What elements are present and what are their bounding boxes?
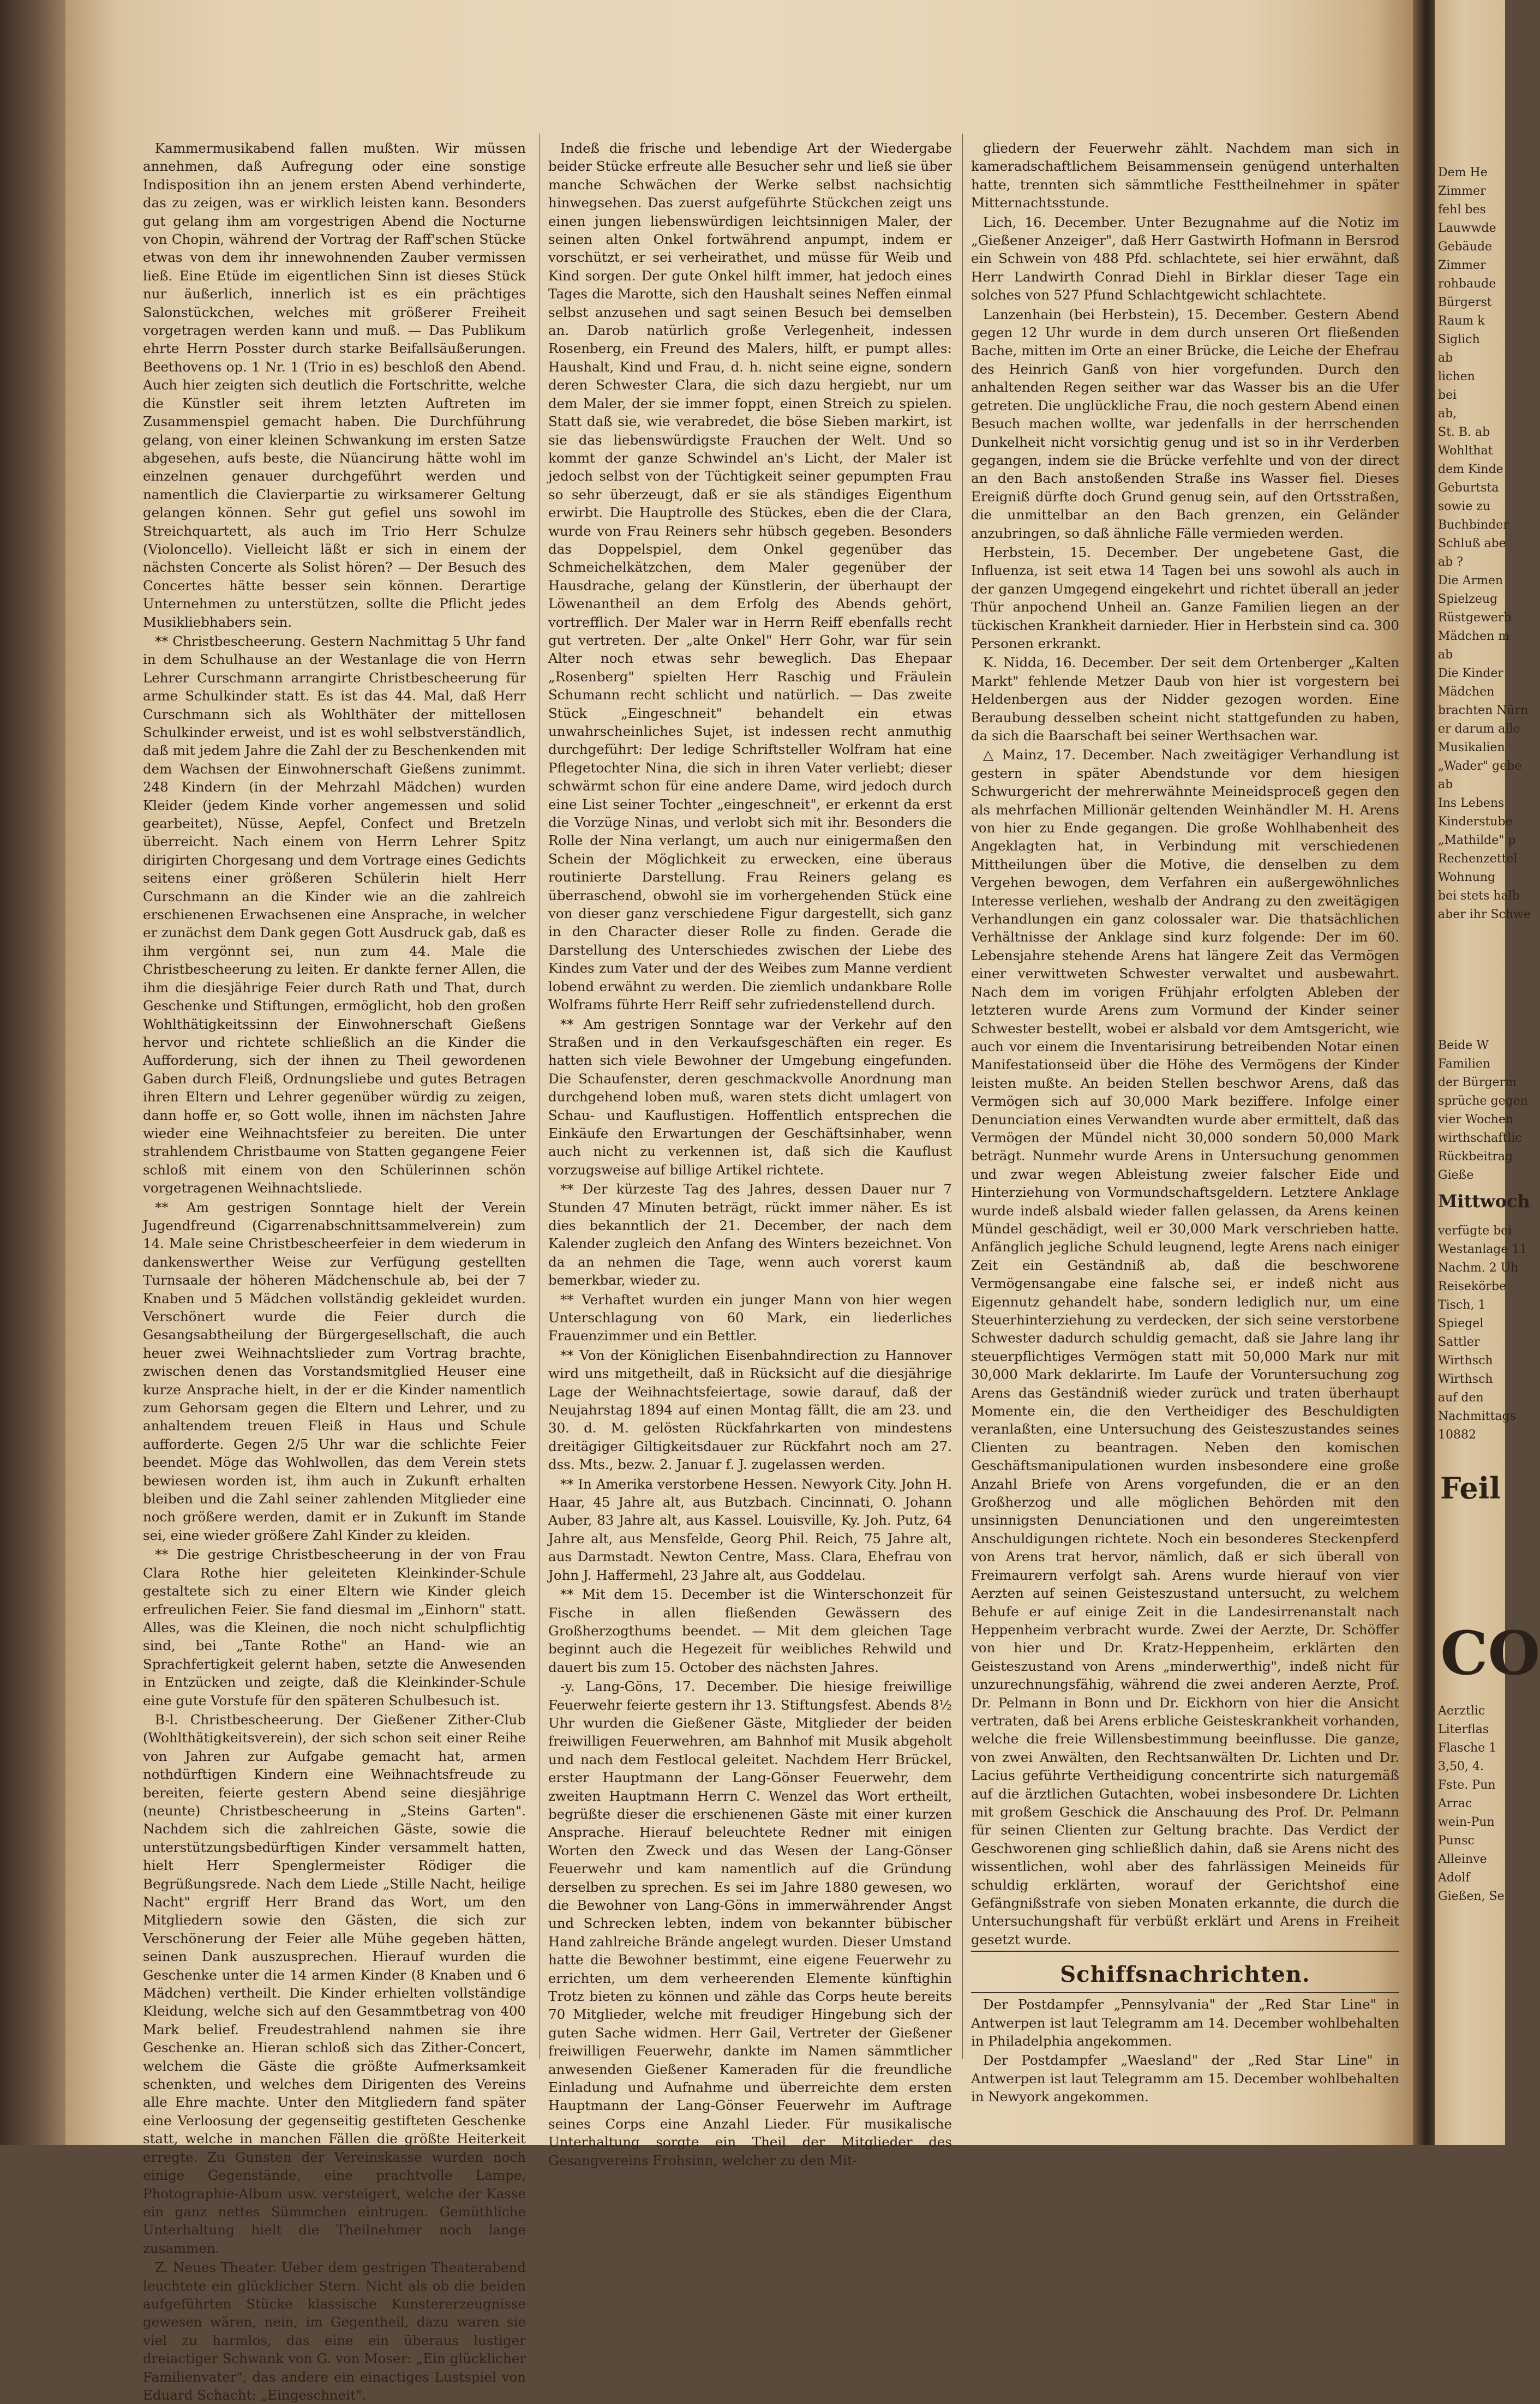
next-page-fragment: ab (1438, 351, 1453, 365)
next-page-fragment: Arrac (1438, 1797, 1472, 1811)
article-paragraph: Lanzenhain (bei Herbstein), 15. December. Gestern Abend gegen 12 Uhr wurde in dem durch unseren Ort fließenden Bache, mitten im Orte an einer Brücke, die Leiche der Ehefrau des Heinrich Ganß von hier vorgefunden. Durch den anhaltenden Regen seither war das Wasser bis an die Ufer getreten. Die unglückliche Frau, die noch gestern Abend einen Besuch machen wollte, war jedenfalls in der herrschenden Dunkelheit nicht vorsichtig genug und ist so in ihr Verderben gegangen, indem sie die Brücke verfehlte und von der direct an den Bach anstoßenden Straße ins Wasser fiel. Dieses Ereigniß dürfte doch Grund genug sein, auf den Ortsstraßen, die unmittelbar an den Bach grenzen, ein Geländer anzubringen, so daß ähnliche Fälle vermieden werden. (971, 306, 1399, 541)
next-page-fragment: Rückbeitrag (1438, 1150, 1513, 1164)
next-page-heading: Mittwoch (1438, 1191, 1530, 1212)
article-paragraph: B-l. Christbescheerung. Der Gießener Zither-Club (Wohlthätigkeitsverein), der sich schon seit einer Reihe von Jahren zur Aufgabe gemacht hat, armen nothdürftigen Kindern eine Weihnachtsfreude zu bereiten, feierte gestern Abend seine diesjährige (neunte) Christbescheerung in „Steins Garten". Nachdem sich die zahlreichen Gäste, sowie die unterstützungsbedürftigen Kinder versammelt hatten, hielt Herr Spenglermeister Rödiger die Begrüßungsrede. Nach dem Liede „Stille Nacht, heilige Nacht" ergriff Herr Brand das Wort, um den Mitgliedern sowie den Gästen, die sich zur Verschönerung der Feier alle Mühe gegeben hätten, seinen Dank auszusprechen. Hierauf wurden die Geschenke unter die 14 armen Kinder (8 Knaben und 6 Mädchen) vertheilt. Die Kinder erhielten vollständige Kleidung, welche sich auf den Gesammtbetrag von 400 Mark belief. Freudestrahlend nahmen sie ihre Geschenke an. Hieran schloß sich das Zither-Concert, welchem die Gäste die größte Aufmerksamkeit schenkten, und welches dem Dirigenten des Vereins alle Ehre machte. Unter den Mitgliedern fand später eine Verloosung der gegenseitig gestifteten Geschenke statt, welche in manchen Fällen die größte Heiterkeit erregte. Zu Gunsten der Vereinskasse wurden noch einige Gegenstände, eine prachtvolle Lampe, Photographie-Album usw. versteigert, welche der Kasse ein ganz nettes Sümmchen eintrugen. Gemüthliche Unterhaltung hielt die Theilnehmer noch lange zusammen. (143, 1711, 526, 2256)
article-paragraph: ** Christbescheerung. Gestern Nachmittag 5 Uhr fand in dem Schulhause an der Westanlage die von Herrn Lehrer Curschmann arrangirte Christbescheerung für arme Schulkinder statt. Es ist das 44. Mal, daß Herr Curschmann sich als Wohlthäter der mittellosen Schulkinder erweist, und ist es wohl selbstverständlich, daß mit jedem Jahre die Zahl der zu Beschenkenden mit dem Wachsen der Einwohnerschaft Gießens zunimmt. 248 Kindern (in der Mehrzahl Mädchen) wurden Kleider (jedem Kinde vorher angemessen und solid gearbeitet), Nüsse, Aepfel, Confect und Bretzeln überreicht. Nach einem von Herrn Lehrer Spitz dirigirten Chorgesang und dem Vortrage eines Gedichts seitens einer größeren Schülerin hielt Herr Curschmann an die Kinder wie an die zahlreich erschienenen Erwachsenen eine Ansprache, in welcher er zunächst dem Dank gegen Gott Ausdruck gab, daß es ihm vergönnt sei, nun zum 44. Male die Christbescheerung zu leiten. Er dankte ferner Allen, die ihm die diesjährige Feier durch Rath und That, durch Geschenke und Stiftungen, ermöglicht, hob den großen Wohlthätigkeitssinn der Einwohnerschaft Gießens hervor und richtete schließlich an die Kinder die Aufforderung, sich der ihnen zu Theil gewordenen Gaben durch Fleiß, Ordnungsliebe und gutes Betragen ihren Eltern und Lehrer gegenüber würdig zu zeigen, dann hoffe er, so Gott wolle, ihnen im nächsten Jahre wieder eine Weihnachtsfeier zu bereiten. Die unter strahlendem Christbaume von Statten gegangene Feier schloß mit einem von den Schülerinnen schön vorgetragenen Weihnachtsliede. (143, 633, 526, 1196)
next-page-fragment: der Bürgerm (1438, 1076, 1517, 1089)
next-page-fragment: Wohnung (1438, 871, 1496, 884)
article-paragraph: △ Mainz, 17. December. Nach zweitägiger Verhandlung ist gestern in später Abendstunde vor dem hiesigen Schwurgericht der mehrerwähnte Meineidsproceß gegen den als mehrfachen Millionär geltenden Weinhändler M. H. Arens von hier zu Ende gegangen. Die große Wohlhabenheit des Angeklagten hat, in Verbindung mit verschiedenen Mittheilungen über die Motive, die denselben zu dem Vergehen bewogen, dem Verfahren ein außergewöhnliches Interesse verliehen, weshalb der Andrang zu den zweitägigen Verhandlungen ein ganz colossaler war. Die thatsächlichen Verhältnisse der Anklage sind kurz folgende: Der im 60. Lebensjahre stehende Arens hat längere Zeit das Vermögen einer verwittweten Schwester verwaltet und ausbewahrt. Nach dem im vorigen Frühjahr erfolgten Ableben der letzteren wurde Arens zum Vormund der Kinder seiner Schwester bestellt, wobei er alsbald vor dem Amtsgericht, wie auch vor einem die Inventarisirung betreibenden Notar einen Manifestationseid über die Höhe des Vermögens der Kinder leisten mußte. An beiden Stellen beschwor Arens, daß das Vermögen sich auf 30,000 Mark beziffere. Infolge einer Denunciation eines Verwandten wurde aber ermittelt, daß das Vermögen der Mündel nicht 30,000 sondern 50,000 Mark beträgt. Nunmehr wurde Arens in Untersuchung genommen und zwar wegen Ableistung zweier falscher Eide und Hinterziehung von Vormundschaftsgeldern. Letztere Anklage wurde indeß alsbald wieder fallen gelassen, da Arens keinen Mündel geschädigt, weil er 30,000 Mark verschrieben hatte. Anfänglich jegliche Schuld leugnend, legte Arens nach einiger Zeit ein Geständniß ab, daß die beschworene Vermögensangabe eine falsche sei, er indeß nicht aus Eigennutz gehandelt habe, sondern lediglich nur, um eine Steuerhinterziehung zu verdecken, der sich seine verstorbene Schwester dadurch schuldig gemacht, daß sie Jahre lang ihr steuerpflichtiges Vermögen statt mit 50,000 Mark nur mit 30,000 Mark deklarirte. Im Laufe der Voruntersuchung zog Arens das Geständniß wieder zurück und traten überhaupt Momente ein, die den Vertheidiger des Beschuldigten veranlaßten, eine Untersuchung des Geisteszustandes seines Clienten zu beantragen. Neben den komischen Geschäftsmanipulationen wurden insbesondere eine große Anzahl Briefe von Arens vorgefunden, die er an den Großherzog und alle möglichen Behörden mit den unsinnigsten Denunciationen und den ungereimtesten Anschuldigungen richtete. Noch ein besonderes Steckenpferd von Arens trat hervor, nämlich, daß er sich überall von Freimaurern verfolgt sah. Arens wurde hierauf von vier Aerzten auf seinen Geisteszustand untersucht, zu welchem Behufe er auf einige Zeit in die Landesirrenanstalt nach Heppenheim verbracht wurde. Zwei der Aerzte, Dr. Schöffer von hier und Dr. Kratz-Heppenheim, erklärten den Geisteszustand von Arens „minderwerthig", indeß nicht für unzurechnungsfähig, während die zwei anderen Aerzte, Prof. Dr. Pelmann in Bonn und Dr. Eickhorn von hier die Ansicht vertraten, daß bei Arens erbliche Geisteskrankheit vorhanden, welche die freie Willensbestimmung beeinflusse. Die ganze, von zwei Anwälten, den Rechtsanwälten Dr. Lichten und Dr. Lacius geführte Vertheidigung concentrirte sich naturgemäß auf die ärztlichen Gutachten, wobei insbesondere Dr. Lichten mit großem Geschick die Anschauung des Prof. Dr. Pelmann für seinen Clienten zur Geltung brachte. Das Verdict der Geschworenen ging schließlich dahin, daß sie Arens nicht des wissentlichen, wohl aber des fahrlässigen Meineids für schuldig erklärten, worauf der Gerichtshof eine Gefängnißstrafe von sieben Monaten erkannte, die durch die Untersuchungshaft für verbüßt erklärt und Arens in Freiheit gesetzt wurde. (971, 747, 1399, 1947)
next-page-fragment: St. B. ab (1438, 425, 1490, 439)
next-page-fragment: brachten Nürn (1438, 704, 1529, 717)
next-page-fragment: Adolf (1438, 1871, 1470, 1885)
next-page-fragment: Zimmer (1438, 184, 1486, 198)
next-page-fragment: Gieße (1438, 1168, 1474, 1182)
next-page-big-word: Feil (1440, 1471, 1501, 1506)
next-page-fragment: Rüstgewerb (1438, 611, 1512, 625)
next-page-fragment: Flasche 1 (1438, 1741, 1497, 1755)
next-page-fragment-list (1435, 1702, 1505, 1906)
next-page-fragment: fehl bes (1438, 203, 1486, 217)
next-page-fragment: Rechenzettel (1438, 852, 1518, 866)
next-page-fragment: ab, (1438, 407, 1457, 421)
next-page-fragment: ab (1438, 778, 1453, 792)
next-page-fragment: Geburtsta (1438, 481, 1499, 495)
next-page-fragment: vier Wochen (1438, 1113, 1514, 1126)
next-page-fragment: Beide W (1438, 1039, 1489, 1052)
next-page-fragment: rohbaude (1438, 277, 1496, 291)
next-page-fragment: wein-Pun (1438, 1815, 1495, 1829)
next-page-fragment: ab (1438, 648, 1453, 662)
next-page-fragment: Mädchen m (1438, 630, 1510, 643)
scan-left-shadow (0, 0, 71, 2145)
article-paragraph: K. Nidda, 16. December. Der seit dem Ortenberger „Kalten Markt" fehlende Metzer Daub von hier ist vorgestern bei Heldenbergen aus der Nidder gezogen worden. Eine Beraubung desselben scheint nicht stattgefunden zu haben, da sich die Baarschaft bei seiner Werthsachen war. (971, 655, 1399, 744)
next-page-fragment-list (1435, 164, 1531, 924)
next-page-fragment-list (1435, 1222, 1527, 1444)
article-paragraph: Lich, 16. December. Unter Bezugnahme auf die Notiz im „Gießener Anzeiger", daß Herr Gastwirth Hofmann in Bersrod ein Schwein von 488 Pfd. schlachtete, sei hier erwähnt, daß Herr Landwirth Conrad Diehl in Birklar dieser Tage ein solches von 527 Pfund Schlachtgewicht schlachtete. (971, 214, 1399, 303)
next-page-fragment: Dem He (1438, 166, 1488, 179)
next-page-fragment: Wirthsch (1438, 1372, 1493, 1386)
article-paragraph: ** Am gestrigen Sonntage hielt der Verein Jugendfreund (Cigarrenabschnittsammelverein) zum 14. Male seine Christbescheerfeier in dem wiederum in dankenswerther Weise zur Verfügung gestellten Turnsaale der höheren Mädchenschule ab, bei der 7 Knaben und 5 Mädchen vollständig gekleidet wurden. Verschönert wurde die Feier durch die Gesangsabtheilung der Bürgergesellschaft, die auch heuer zwei Weihnachtslieder zum Vortrag brachte, zwischen denen das Vorstandsmitglied Heuser eine kurze Ansprache hielt, in der er die Kinder namentlich zum Gehorsam gegen die Eltern und Lehrer, und zu anhaltendem treuen Fleiß in Haus und Schule aufforderte. Gegen 2/5 Uhr war die schlichte Feier beendet. Möge das Wohlwollen, das dem Verein stets bewiesen worden ist, ihm auch in Zukunft erhalten bleiben und die Zahl seiner zahlenden Mitglieder eine noch größere werden, damit er in Zukunft im Stande sei, eine wieder größere Zahl Kinder zu kleiden. (143, 1199, 526, 1543)
article-paragraph: Indeß die frische und lebendige Art der Wiedergabe beider Stücke erfreute alle Besucher sehr und ließ sie über manche Schwächen der Werke selbst nachsichtig hinwegsehen. Das zuerst aufgeführte Stückchen zeigt uns einen jungen liebenswürdigen leichtsinnigen Maler, der seinen alten Onkel fortwährend anpumpt, indem er vorschützt, er sei verheirathet, und müsse für Weib und Kind sorgen. Der gute Onkel hilft immer, hat jedoch eines Tages die Marotte, sich den Haushalt seines Neffen einmal selbst anzusehen und sagt seinen Besuch bei demselben an. Darob natürlich große Verlegenheit, indessen Rosenberg, ein Freund des Malers, hilft, er pumpt alles: Haushalt, Kind und Frau, d. h. nicht seine eigne, sondern deren Schwester Clara, die sich dazu hergiebt, nur um dem Maler, der sie immer foppt, einen Streich zu spielen. Statt daß sie, wie verabredet, die böse Sieben markirt, ist sie das liebenswürdigste Frauchen der Welt. Und so kommt der ganze Schwindel an's Licht, der Maler ist jedoch selbst von der Tüchtigkeit seiner gepumpten Frau so sehr überzeugt, daß er sie als ständiges Eigenthum erwirbt. Die Hauptrolle des Stückes, eben die der Clara, wurde von Frau Reiners sehr hübsch gegeben. Besonders das Doppelspiel, dem Onkel gegenüber das Schmeichelkätzchen, dem Maler gegenüber der Hausdrache, gelang der Künstlerin, der überhaupt der Löwenantheil an dem Erfolg des Abends gehört, vortrefflich. Der Maler war in Herrn Reiff ebenfalls recht gut vertreten. Der „alte Onkel" Herr Gohr, war für sein Alter noch etwas sehr beweglich. Das Ehepaar „Rosenberg" spielten Herr Raschig und Fräulein Schumann recht schlicht und natürlich. — Das zweite Stück „Eingeschneit" behandelt ein etwas unwahrscheinliches Sujet, ist indessen recht anmuthig durchgeführt: Der ledige Schriftsteller Wolfram hat eine Pflegetochter Nina, die sich in ihren Vater verliebt; dieser schwärmt schon für eine andere Dame, wird jedoch durch eine List seiner Tochter „eingeschneit", er erkennt da erst die Vorzüge Ninas, und verlobt sich mit ihr. Besonders die Rolle der Nina verlangt, um auch nur einigermaßen den Schein der Möglichkeit zu erwecken, eine überaus routinierte Darstellung. Frau Reiners gelang es überraschend, obwohl sie im vorhergehenden Stück eine von dieser ganz verschiedene Figur dargestellt, sich ganz in den Character dieser Rolle zu finden. Gerade die Darstellung des Unterschiedes zwischen der Liebe des Kindes zum Vater und der des Weibes zum Manne verdient lobend erwähnt zu werden. Die ziemlich undankbare Rolle Wolframs führte Herr Reiff sehr zufriedenstellend durch. (548, 140, 952, 1013)
next-page-fragment: sowie zu (1438, 500, 1491, 513)
next-page-fragment: Sattler (1438, 1335, 1480, 1349)
next-page-fragment: wirthschaftlic (1438, 1131, 1522, 1145)
next-page-fragment: Spielzeug (1438, 592, 1498, 606)
next-page-fragment: Aerztlic (1438, 1704, 1485, 1718)
next-page-fragment: Buchbinder (1438, 518, 1509, 532)
article-paragraph: Z. Neues Theater. Ueber dem gestrigen Theaterabend leuchtete ein glücklicher Stern. Nicht als ob die beiden aufgeführten Stücke klassische Kunstererzeugnisse gewesen wären, nein, im Gegentheil, dazu waren sie viel zu harmlos, das eine ein überaus lustiger dreiactiger Schwank von G. von Moser: „Ein glücklicher Familienvater", das andere ein einactiges Lustspiel von Eduard Schacht: „Eingeschneit". (143, 2259, 526, 2403)
next-page-fragment: Mädchen (1438, 685, 1495, 699)
next-page-big-text (1435, 1462, 1505, 1514)
column-1 (143, 139, 526, 2404)
next-page-fragment: aber ihr Schwe (1438, 908, 1531, 921)
next-page-fragment: Westanlage 11 (1438, 1243, 1527, 1256)
shipping-notice: Der Postdampfer „Pennsylvania" der „Red Star Line" in Antwerpen ist laut Telegramm am 14. December wohlbehalten in Philadelphia angekommen. (971, 1997, 1399, 2049)
article-paragraph: ** Die gestrige Christbescheerung in der von Frau Clara Rothe hier geleiteten Kleinkinder-Schule gestaltete sich zu einer Eltern wie Kinder gleich erfreulichen Feier. Sie fand diesmal im „Einhorn" statt. Alles, was die Kleinen, die noch nicht schulpflichtig sind, bei „Tante Rothe" an Hand- wie an Sprachfertigkeit gelernt haben, setzte die Anwesenden in Entzücken und zeigte, daß die Kleinkinder-Schule eine gute Vorstufe für den späteren Schulbesuch ist. (143, 1546, 526, 1708)
next-page-fragment: Alleinve (1438, 1853, 1487, 1866)
article-paragraph: Herbstein, 15. December. Der ungebetene Gast, die Influenza, ist seit etwa 14 Tagen bei uns sowohl als auch in der ganzen Umgegend eingekehrt und richtet überall an jeder Thür anpochend Unheil an. Ganze Familien liegen an der tückischen Krankheit darnieder. Hier in Herbstein sind ca. 300 Personen erkrankt. (971, 544, 1399, 651)
next-page-fragment: Musikalien (1438, 741, 1505, 754)
next-page-fragment: Zimmer (1438, 259, 1486, 272)
next-page-fragment: Reisekörbe (1438, 1280, 1507, 1293)
section-heading: Schiffsnachrichten. (1060, 1962, 1310, 1988)
next-page-fragment: Wohlthat (1438, 444, 1493, 458)
next-page-fragment: Ins Lebens (1438, 796, 1505, 810)
article-paragraph: ** Verhaftet wurden ein junger Mann von hier wegen Unterschlagung von 60 Mark, ein liederliches Frauenzimmer und ein Bettler. (548, 1291, 952, 1344)
next-page-fragment: auf den (1438, 1391, 1484, 1405)
article-paragraph: Kammermusikabend fallen mußten. Wir müssen annehmen, daß Aufregung oder eine sonstige Indisposition ihn an jenem ersten Abend verhinderte, das zu zeigen, was er wirklich leisten kann. Besonders gut gelang ihm am vorgestrigen Abend die Nocturne von Chopin, während der Vortrag der Raff'schen Stücke etwas von dem ihr innewohnenden Zauber vermissen ließ. Eine Etüde im eigentlichen Sinn ist dieses Stück nur äußerlich, innerlich ist es ein prächtiges Salonstückchen, welches mit größerer Freiheit vorgetragen werden kann und muß. — Das Publikum ehrte Herrn Posster durch starke Beifallsäußerungen. Beethovens op. 1 Nr. 1 (Trio in es) beschloß den Abend. Auch hier zeigten sich deutlich die Fortschritte, welche die Künstler seit ihrem letzten Auftreten im Zusammenspiel gemacht haben. Die Durchführung gelang, von einer kleinen Schwankung im ersten Satze abgesehen, aufs beste, die Nüancirung hätte wohl im einzelnen genauer durchgeführt werden und namentlich die Clavierpartie zu wirksamerer Geltung gelangen können. Sehr gut gefiel uns sowohl im Streichquartett, als auch im Trio Herr Schulze (Violoncello). Vielleicht läßt er sich in einem der nächsten Concerte als Solist hören? — Der Besuch des Concertes hätte besser sein können. Derartige Unternehmen zu unterstützen, sollte die Pflicht jedes Musikliebhabers sein. (143, 140, 526, 630)
next-page-fragment: Familien (1438, 1057, 1491, 1071)
next-page-fragment: „Mathilde" p (1438, 834, 1516, 847)
next-page-fragment: ab ? (1438, 555, 1463, 569)
next-page-fragment: Gießen, Se (1438, 1890, 1505, 1903)
article-paragraph: ** Von der Königlichen Eisenbahndirection zu Hannover wird uns mitgetheilt, daß in Rücksicht auf die diesjährige Lage der Weihnachtsfeiertage, sowie darauf, daß der Neujahrstag 1894 auf einen Montag fällt, die am 23. und 30. d. M. gelösten Rückfahrkarten von mindestens dreitägiger Giltigkeitsdauer zur Rückfahrt noch am 27. dss. Mts., bezw. 2. Januar f. J. zugelassen werden. (548, 1347, 952, 1473)
article-paragraph: ** Am gestrigen Sonntage war der Verkehr auf den Straßen und in den Verkaufsgeschäften ein reger. Es hatten sich viele Bewohner der Umgebung eingefunden. Die Schaufenster, deren geschmackvolle Anordnung man durchgehend loben muß, waren stets dicht umlagert von Schau- und Kauflustigen. Hoffentlich entsprechen die Einkäufe den Erwartungen der Geschäftsinhaber, wenn auch nicht zu verkennen ist, daß sich die Kauflust vorzugsweise auf billige Artikel richtete. (548, 1016, 952, 1178)
next-page-fragment: er darum alle (1438, 722, 1520, 736)
next-page-fragment: Literflas (1438, 1723, 1489, 1736)
next-page-fragment: „Wader" gebe (1438, 759, 1522, 773)
next-page-fragment-list (1435, 1036, 1528, 1185)
next-page-fragment: bei stets halb (1438, 889, 1520, 903)
article-paragraph: ** In Amerika verstorbene Hessen. Newyork City. John H. Haar, 45 Jahre alt, aus Butzbach. Cincinnati, O. Johann Auber, 83 Jahre alt, aus Kassel. Louisville, Ky. Joh. Putz, 64 Jahre alt, aus Mensfelde, Georg Phil. Reich, 75 Jahre alt, aus Darmstadt. Newton Centre, Mass. Clara, Ehefrau von John J. Haffermehl, 23 Jahre alt, aus Goddelau. (548, 1476, 952, 1583)
next-page-fragment: lichen (1438, 370, 1475, 383)
column-rule (962, 134, 963, 2059)
next-page-fragment: Raum k (1438, 314, 1485, 328)
next-page-fragment: Kinderstube (1438, 815, 1513, 829)
section-divider (971, 1951, 1399, 1952)
article-paragraph: -y. Lang-Göns, 17. December. Die hiesige freiwillige Feuerwehr feierte gestern ihr 13. Stiftungsfest. Abends 8½ Uhr wurden die Gießener Gäste, Mitglieder der beiden freiwilligen Feuerwehren, am Bahnhof mit Musik abgeholt und nach dem Festlocal geleitet. Nachdem Herr Brückel, erster Hauptmann der Lang-Gönser Feuerwehr, dem zweiten Hauptmann Herrn C. Wenzel das Wort ertheilt, begrüßte dieser die erschienenen Gäste mit einer kurzen Ansprache. Hierauf beleuchtete Redner mit einigen Worten den Zweck und das Wesen der Lang-Gönser Feuerwehr und kam namentlich auf die Gründung derselben zu sprechen. Es sei im Jahre 1880 gewesen, wo die Bewohner von Lang-Göns in immerwährender Angst und Schrecken lebten, indem von bekannter bübischer Hand zahlreiche Brände angelegt wurden. Dieser Umstand hatte die Bewohner bestimmt, eine eigene Feuerwehr zu errichten, um dem verheerenden Elemente künftighin Trotz bieten zu können und zähle das Corps heute bereits 70 Mitglieder, welche mit freudiger Hingebung sich der guten Sache widmen. Herr Gail, Vertreter der Gießener freiwilligen Feuerwehr, dankte im Namen sämmtlicher anwesenden Gießener Kameraden für die freundliche Einladung und Aufnahme und überreichte dem ersten Hauptmann der Lang-Gönser Feuerwehr im Auftrage seines Corps eine Anzahl Lieder. Für musikalische Unterhaltung sorgte ein Theil der Mitglieder des Gesangvereins Frohsinn, welcher zu den Mit- (548, 1678, 952, 2168)
next-page-fragment: Siglich (1438, 333, 1480, 346)
next-page-fragment: Die Kinder (1438, 667, 1503, 680)
next-page-big-text (1435, 1609, 1540, 1697)
next-page-fragment: bei (1438, 388, 1457, 402)
section-divider (971, 1992, 1399, 1993)
next-page-fragment: Lauwwde (1438, 221, 1496, 235)
next-page-fragment: verfügte bei (1438, 1224, 1512, 1238)
next-page-fragment: Gebäude (1438, 240, 1493, 254)
next-page-heading-block (1435, 1189, 1530, 1213)
next-page-fragment: Tisch, 1 (1438, 1298, 1486, 1312)
column-2 (548, 139, 952, 2169)
article-paragraph: ** Mit dem 15. December ist die Winterschonzeit für Fische in allen fließenden Gewässern des Großherzogthums beendet. — Mit dem gleichen Tage beginnt auch die Hegezeit für weibliches Rehwild und dauert bis zum 15. October des nächsten Jahres. (548, 1586, 952, 1675)
next-page-fragment: Die Armen (1438, 574, 1503, 587)
next-page-fragment: Schluß abe (1438, 537, 1506, 550)
next-page-fragment: Wirthsch (1438, 1354, 1493, 1368)
column-rule (539, 134, 540, 2059)
next-page-fragment: 10882 (1438, 1428, 1476, 1442)
next-page-fragment: Bürgerst (1438, 296, 1492, 309)
column-3 (971, 139, 1399, 2106)
next-page-edge (1435, 0, 1540, 2145)
next-page-fragment: Punsc (1438, 1834, 1475, 1848)
next-page-fragment: dem Kinde (1438, 463, 1503, 476)
book-gutter (1413, 0, 1435, 2145)
next-page-fragment: Nachm. 2 Uh (1438, 1261, 1519, 1275)
next-page-fragment: Fste. Pun (1438, 1778, 1496, 1792)
next-page-fragment: Spiegel (1438, 1317, 1484, 1330)
shipping-notice: Der Postdampfer „Waesland" der „Red Star Line" in Antwerpen ist laut Telegramm am 15. December wohlbehalten in Newyork angekommen. (971, 2052, 1399, 2105)
article-paragraph: gliedern der Feuerwehr zählt. Nachdem man sich in kameradschaftlichem Beisammensein genügend unterhalten hatte, trennten sich sämmtliche Festtheilnehmer in später Mitternachtsstunde. (971, 140, 1399, 211)
next-page-big-word: CO (1440, 1618, 1540, 1688)
article-paragraph: ** Der kürzeste Tag des Jahres, dessen Dauer nur 7 Stunden 47 Minuten beträgt, rückt immer näher. Es ist dies bekanntlich der 21. December, der nach dem Kalender zugleich den Anfang des Winters bezeichnet. Von da an nehmen die Tage, wenn auch vorerst kaum bemerkbar, wieder zu. (548, 1181, 952, 1288)
next-page-fragment: 3,50, 4. (1438, 1760, 1484, 1773)
next-page-fragment: Nachmittags (1438, 1410, 1516, 1423)
next-page-fragment: sprüche gegen (1438, 1094, 1528, 1108)
